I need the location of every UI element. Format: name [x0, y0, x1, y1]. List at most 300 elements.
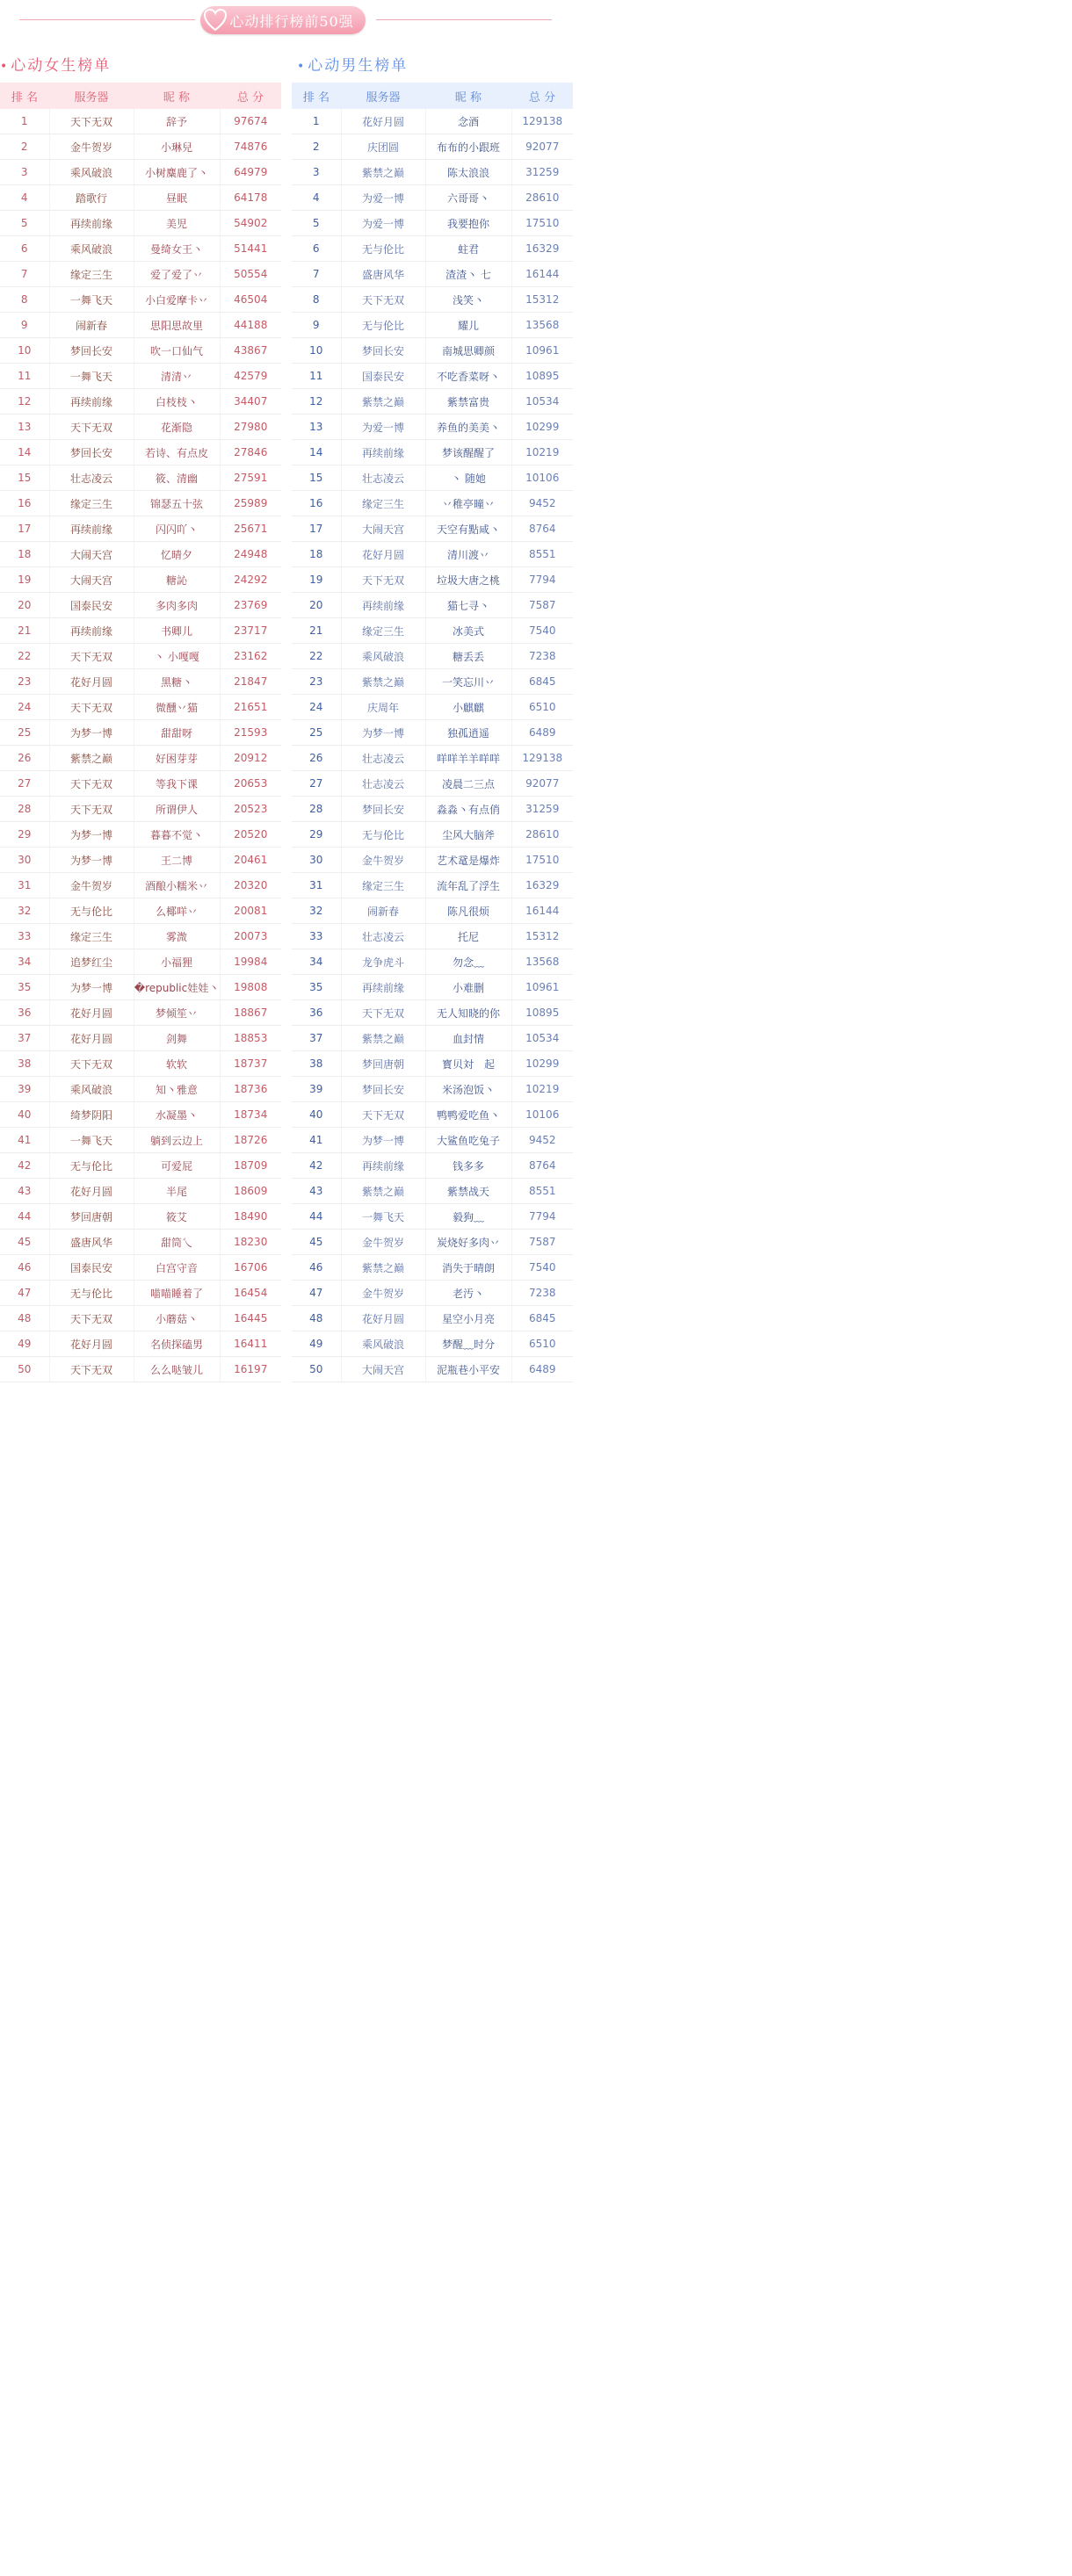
rank-cell: 16	[0, 491, 49, 516]
score-cell: 50554	[220, 262, 281, 287]
score-cell: 7587	[511, 593, 573, 618]
score-cell: 27591	[220, 465, 281, 491]
banner-pill	[200, 6, 366, 34]
score-cell: 18867	[220, 1000, 281, 1026]
score-cell: 18726	[220, 1128, 281, 1153]
rank-cell: 28	[0, 797, 49, 822]
table-row	[292, 797, 573, 822]
table-row	[292, 644, 573, 669]
nickname-cell: 不吃香菜呀丶	[425, 364, 511, 389]
score-cell: 8551	[511, 542, 573, 567]
score-cell: 10534	[511, 389, 573, 415]
table-row	[0, 542, 281, 567]
server-cell: 闹新春	[341, 898, 425, 924]
nickname-cell: 小树麋鹿了丶	[134, 160, 220, 185]
server-cell: 再续前缘	[49, 516, 134, 542]
rank-cell: 27	[0, 771, 49, 797]
server-cell: 一舞飞天	[49, 1128, 134, 1153]
rank-cell: 15	[0, 465, 49, 491]
rank-cell: 25	[0, 720, 49, 746]
server-cell: 乘风破浪	[49, 1077, 134, 1102]
nickname-cell: 冰美式	[425, 618, 511, 644]
nickname-cell: 蛀君	[425, 236, 511, 262]
nickname-cell: 暮暮不觉丶	[134, 822, 220, 848]
table-row	[292, 389, 573, 415]
server-cell: 花好月圆	[49, 1000, 134, 1026]
table-row	[0, 236, 281, 262]
server-cell: 紫禁之巅	[341, 1255, 425, 1281]
header-server: 服务器	[49, 83, 134, 109]
table-row	[292, 873, 573, 898]
nickname-cell: 小麒麒	[425, 695, 511, 720]
boys-section-title	[297, 53, 408, 75]
nickname-cell: 花渐隐	[134, 415, 220, 440]
rank-cell: 38	[292, 1051, 341, 1077]
table-row	[292, 618, 573, 644]
rank-cell: 39	[292, 1077, 341, 1102]
rank-cell: 41	[0, 1128, 49, 1153]
score-cell: 7238	[511, 644, 573, 669]
score-cell: 10219	[511, 1077, 573, 1102]
server-cell: 缘定三生	[341, 491, 425, 516]
nickname-cell: 独孤逍遥	[425, 720, 511, 746]
server-cell: 缘定三生	[49, 262, 134, 287]
server-cell: 天下无双	[49, 1306, 134, 1331]
nickname-cell: 天空有點咸丶	[425, 516, 511, 542]
table-row	[292, 898, 573, 924]
rank-cell: 41	[292, 1128, 341, 1153]
rank-cell: 28	[292, 797, 341, 822]
score-cell: 21651	[220, 695, 281, 720]
server-cell: 天下无双	[49, 1051, 134, 1077]
nickname-cell: 若诗、有点皮	[134, 440, 220, 465]
server-cell: 梦回长安	[49, 440, 134, 465]
nickname-cell: 知丶雅意	[134, 1077, 220, 1102]
nickname-cell: 无人知晓的你	[425, 1000, 511, 1026]
server-cell: 金牛贺岁	[341, 848, 425, 873]
rank-cell: 14	[0, 440, 49, 465]
nickname-cell: 托尼	[425, 924, 511, 949]
rank-cell: 40	[0, 1102, 49, 1128]
nickname-cell: 布布的小跟班	[425, 134, 511, 160]
nickname-cell: 艺术鼋是爆炸	[425, 848, 511, 873]
rank-cell: 7	[0, 262, 49, 287]
table-row	[0, 1026, 281, 1051]
table-row	[292, 1026, 573, 1051]
server-cell: 金牛贺岁	[341, 1230, 425, 1255]
rank-cell: 19	[292, 567, 341, 593]
score-cell: 16329	[511, 236, 573, 262]
server-cell: 为梦一博	[49, 720, 134, 746]
score-cell: 23162	[220, 644, 281, 669]
rank-cell: 20	[0, 593, 49, 618]
server-cell: 乘风破浪	[341, 644, 425, 669]
rank-cell: 42	[0, 1153, 49, 1179]
server-cell: 为梦一博	[49, 822, 134, 848]
server-cell: 国泰民安	[49, 1255, 134, 1281]
nickname-cell: 清清丷	[134, 364, 220, 389]
score-cell: 20461	[220, 848, 281, 873]
score-cell: 92077	[511, 134, 573, 160]
score-cell: 7540	[511, 618, 573, 644]
nickname-cell: 么椰咩丷	[134, 898, 220, 924]
server-cell: 紫禁之巅	[341, 389, 425, 415]
nickname-cell: 所谓伊人	[134, 797, 220, 822]
table-row	[292, 1051, 573, 1077]
nickname-cell: 白枝枝丶	[134, 389, 220, 415]
table-row	[0, 848, 281, 873]
girls-section-title	[0, 53, 111, 75]
table-row	[292, 924, 573, 949]
nickname-cell: 甜筒乀	[134, 1230, 220, 1255]
score-cell: 7794	[511, 567, 573, 593]
table-row	[292, 415, 573, 440]
server-cell: 天下无双	[49, 1357, 134, 1382]
banner-left-line	[19, 19, 195, 20]
score-cell: 6510	[511, 695, 573, 720]
rank-cell: 13	[0, 415, 49, 440]
score-cell: 6845	[511, 669, 573, 695]
rank-cell: 37	[0, 1026, 49, 1051]
score-cell: 15312	[511, 924, 573, 949]
server-cell: 天下无双	[49, 771, 134, 797]
nickname-cell: 筱、清幽	[134, 465, 220, 491]
nickname-cell: 可爱屁	[134, 1153, 220, 1179]
score-cell: 31259	[511, 160, 573, 185]
nickname-cell: 王二博	[134, 848, 220, 873]
table-row	[292, 669, 573, 695]
table-row	[292, 695, 573, 720]
table-row	[0, 1357, 281, 1382]
rank-cell: 46	[0, 1255, 49, 1281]
rank-cell: 24	[292, 695, 341, 720]
header-server: 服务器	[341, 83, 425, 109]
nickname-cell: 忆晴夕	[134, 542, 220, 567]
score-cell: 8764	[511, 1153, 573, 1179]
nickname-cell: 闪闪吖丶	[134, 516, 220, 542]
rank-cell: 12	[292, 389, 341, 415]
server-cell: 再续前缘	[49, 211, 134, 236]
server-cell: 天下无双	[341, 1102, 425, 1128]
nickname-cell: 曼绮女王丶	[134, 236, 220, 262]
nickname-cell: 辞予	[134, 109, 220, 134]
nickname-cell: 小福狸	[134, 949, 220, 975]
rank-cell: 26	[292, 746, 341, 771]
rank-cell: 14	[292, 440, 341, 465]
nickname-cell: 筱艾	[134, 1204, 220, 1230]
rank-cell: 34	[0, 949, 49, 975]
table-row	[292, 313, 573, 338]
table-row	[0, 185, 281, 211]
score-cell: 24948	[220, 542, 281, 567]
server-cell: 龙争虎斗	[341, 949, 425, 975]
server-cell: 梦回长安	[341, 797, 425, 822]
server-cell: 缘定三生	[49, 924, 134, 949]
nickname-cell: 尘风大脑斧	[425, 822, 511, 848]
score-cell: 20523	[220, 797, 281, 822]
table-row	[0, 746, 281, 771]
server-cell: 花好月圆	[49, 669, 134, 695]
server-cell: 壮志凌云	[341, 924, 425, 949]
server-cell: 庆团圆	[341, 134, 425, 160]
table-row	[0, 389, 281, 415]
nickname-cell: 消失于晴朗	[425, 1255, 511, 1281]
rank-cell: 31	[292, 873, 341, 898]
table-header-row	[292, 83, 573, 109]
nickname-cell: 养鱼的美美丶	[425, 415, 511, 440]
table-row	[292, 211, 573, 236]
server-cell: 无与伦比	[341, 822, 425, 848]
rank-cell: 11	[0, 364, 49, 389]
rank-cell: 48	[0, 1306, 49, 1331]
nickname-cell: 梦倾笙丷	[134, 1000, 220, 1026]
server-cell: 绮梦阴阳	[49, 1102, 134, 1128]
table-row	[292, 1230, 573, 1255]
server-cell: 紫禁之巅	[341, 160, 425, 185]
table-row	[292, 1000, 573, 1026]
table-row	[292, 134, 573, 160]
score-cell: 10219	[511, 440, 573, 465]
table-row	[292, 1102, 573, 1128]
server-cell: 金牛贺岁	[49, 873, 134, 898]
rank-cell: 5	[292, 211, 341, 236]
nickname-cell: 剑舞	[134, 1026, 220, 1051]
score-cell: 8764	[511, 516, 573, 542]
nickname-cell: 糖丢丢	[425, 644, 511, 669]
server-cell: 为爱一博	[341, 185, 425, 211]
server-cell: 无与伦比	[49, 1153, 134, 1179]
nickname-cell: 丶 随她	[425, 465, 511, 491]
nickname-cell: 米汤泡饭丶	[425, 1077, 511, 1102]
rank-cell: 29	[292, 822, 341, 848]
table-row	[292, 1153, 573, 1179]
score-cell: 34407	[220, 389, 281, 415]
score-cell: 16197	[220, 1357, 281, 1382]
score-cell: 16144	[511, 898, 573, 924]
server-cell: 庆周年	[341, 695, 425, 720]
score-cell: 17510	[511, 848, 573, 873]
score-cell: 129138	[511, 746, 573, 771]
nickname-cell: 陈凡很烦	[425, 898, 511, 924]
score-cell: 18230	[220, 1230, 281, 1255]
server-cell: 天下无双	[49, 644, 134, 669]
server-cell: 大闹天宫	[341, 1357, 425, 1382]
table-row	[0, 1281, 281, 1306]
score-cell: 10895	[511, 1000, 573, 1026]
header-rank: 排 名	[0, 83, 49, 109]
score-cell: 54902	[220, 211, 281, 236]
table-row	[292, 287, 573, 313]
score-cell: 64178	[220, 185, 281, 211]
rank-cell: 35	[292, 975, 341, 1000]
nickname-cell: 泥瓶巷小平安	[425, 1357, 511, 1382]
rank-cell: 48	[292, 1306, 341, 1331]
server-cell: 天下无双	[49, 109, 134, 134]
score-cell: 21593	[220, 720, 281, 746]
rank-cell: 9	[292, 313, 341, 338]
rank-cell: 27	[292, 771, 341, 797]
table-row	[0, 1153, 281, 1179]
nickname-cell: 咩咩羊羊咩咩	[425, 746, 511, 771]
rank-cell: 21	[0, 618, 49, 644]
score-cell: 19984	[220, 949, 281, 975]
nickname-cell: 浅笑丶	[425, 287, 511, 313]
server-cell: 梦回长安	[341, 1077, 425, 1102]
table-row	[292, 975, 573, 1000]
bullet-icon: •	[297, 60, 307, 74]
server-cell: 花好月圆	[341, 1306, 425, 1331]
server-cell: 一舞飞天	[49, 364, 134, 389]
rank-cell: 12	[0, 389, 49, 415]
nickname-cell: 血封情	[425, 1026, 511, 1051]
nickname-cell: 陈太浪浪	[425, 160, 511, 185]
score-cell: 20912	[220, 746, 281, 771]
score-cell: 8551	[511, 1179, 573, 1204]
server-cell: 乘风破浪	[49, 236, 134, 262]
server-cell: 天下无双	[341, 287, 425, 313]
score-cell: 6845	[511, 1306, 573, 1331]
score-cell: 18709	[220, 1153, 281, 1179]
table-row	[0, 313, 281, 338]
table-row	[0, 465, 281, 491]
score-cell: 18853	[220, 1026, 281, 1051]
rank-cell: 7	[292, 262, 341, 287]
rank-cell: 47	[292, 1281, 341, 1306]
table-row	[0, 1255, 281, 1281]
score-cell: 7238	[511, 1281, 573, 1306]
table-row	[292, 1331, 573, 1357]
table-row	[0, 516, 281, 542]
rank-cell: 21	[292, 618, 341, 644]
score-cell: 27846	[220, 440, 281, 465]
table-row	[292, 491, 573, 516]
score-cell: 28610	[511, 185, 573, 211]
nickname-cell: 钱多多	[425, 1153, 511, 1179]
score-cell: 74876	[220, 134, 281, 160]
nickname-cell: 南城思卿颜	[425, 338, 511, 364]
rank-cell: 19	[0, 567, 49, 593]
nickname-cell: 老汚丶	[425, 1281, 511, 1306]
server-cell: 再续前缘	[341, 593, 425, 618]
nickname-cell: 清川渡丷	[425, 542, 511, 567]
girls-section-title-text: 心动女生榜单	[11, 57, 112, 75]
nickname-cell: 梦醒﹏时分	[425, 1331, 511, 1357]
nickname-cell: 躺到云边上	[134, 1128, 220, 1153]
boys-section-title-text: 心动男生榜单	[308, 57, 409, 75]
server-cell: 紫禁之巅	[341, 1026, 425, 1051]
rank-cell: 31	[0, 873, 49, 898]
table-row	[0, 720, 281, 746]
server-cell: 缘定三生	[49, 491, 134, 516]
server-cell: 紫禁之巅	[341, 1179, 425, 1204]
rank-cell: 8	[0, 287, 49, 313]
server-cell: 天下无双	[49, 695, 134, 720]
rank-cell: 46	[292, 1255, 341, 1281]
table-row	[0, 822, 281, 848]
score-cell: 7794	[511, 1204, 573, 1230]
nickname-cell: 耀儿	[425, 313, 511, 338]
rank-cell: 26	[0, 746, 49, 771]
score-cell: 42579	[220, 364, 281, 389]
table-row	[0, 1000, 281, 1026]
table-row	[292, 160, 573, 185]
score-cell: 6489	[511, 1357, 573, 1382]
score-cell: 64979	[220, 160, 281, 185]
nickname-cell: 丷稚亭曈丷	[425, 491, 511, 516]
table-row	[292, 822, 573, 848]
score-cell: 18490	[220, 1204, 281, 1230]
score-cell: 51441	[220, 236, 281, 262]
nickname-cell: 多肉多肉	[134, 593, 220, 618]
table-row	[292, 1204, 573, 1230]
server-cell: 为梦一博	[49, 848, 134, 873]
rank-cell: 10	[292, 338, 341, 364]
server-cell: 为梦一博	[49, 975, 134, 1000]
score-cell: 10299	[511, 1051, 573, 1077]
score-cell: 7540	[511, 1255, 573, 1281]
rank-cell: 18	[292, 542, 341, 567]
heart-icon	[204, 8, 227, 32]
server-cell: 一舞飞天	[49, 287, 134, 313]
score-cell: 16706	[220, 1255, 281, 1281]
table-row	[0, 1179, 281, 1204]
nickname-cell: 么么哒皱儿	[134, 1357, 220, 1382]
server-cell: 壮志凌云	[49, 465, 134, 491]
score-cell: 23717	[220, 618, 281, 644]
server-cell: 金牛贺岁	[341, 1281, 425, 1306]
table-row	[292, 771, 573, 797]
score-cell: 19808	[220, 975, 281, 1000]
rank-cell: 4	[292, 185, 341, 211]
server-cell: 梦回唐朝	[341, 1051, 425, 1077]
server-cell: 花好月圆	[341, 109, 425, 134]
rank-cell: 3	[0, 160, 49, 185]
server-cell: 天下无双	[341, 567, 425, 593]
nickname-cell: 白宫守音	[134, 1255, 220, 1281]
server-cell: 缘定三生	[341, 873, 425, 898]
server-cell: 壮志凌云	[341, 746, 425, 771]
rank-cell: 24	[0, 695, 49, 720]
nickname-cell: 微醺丷猫	[134, 695, 220, 720]
nickname-cell: 小白爱摩卡丷	[134, 287, 220, 313]
rank-cell: 20	[292, 593, 341, 618]
bullet-icon: •	[0, 60, 10, 74]
score-cell: 6510	[511, 1331, 573, 1357]
nickname-cell: 流年乱了浮生	[425, 873, 511, 898]
rank-cell: 36	[0, 1000, 49, 1026]
rank-cell: 33	[292, 924, 341, 949]
server-cell: 再续前缘	[49, 618, 134, 644]
score-cell: 13568	[511, 313, 573, 338]
table-row	[292, 720, 573, 746]
nickname-cell: 六哥哥丶	[425, 185, 511, 211]
score-cell: 20653	[220, 771, 281, 797]
score-cell: 13568	[511, 949, 573, 975]
rank-cell: 42	[292, 1153, 341, 1179]
table-row	[0, 440, 281, 465]
table-row	[0, 924, 281, 949]
server-cell: 壮志凌云	[341, 771, 425, 797]
table-row	[292, 440, 573, 465]
table-row	[292, 516, 573, 542]
server-cell: 天下无双	[341, 1000, 425, 1026]
server-cell: 再续前缘	[341, 440, 425, 465]
server-cell: 再续前缘	[341, 1153, 425, 1179]
table-row	[0, 873, 281, 898]
rank-cell: 45	[0, 1230, 49, 1255]
nickname-cell: 昼眠	[134, 185, 220, 211]
score-cell: 18734	[220, 1102, 281, 1128]
